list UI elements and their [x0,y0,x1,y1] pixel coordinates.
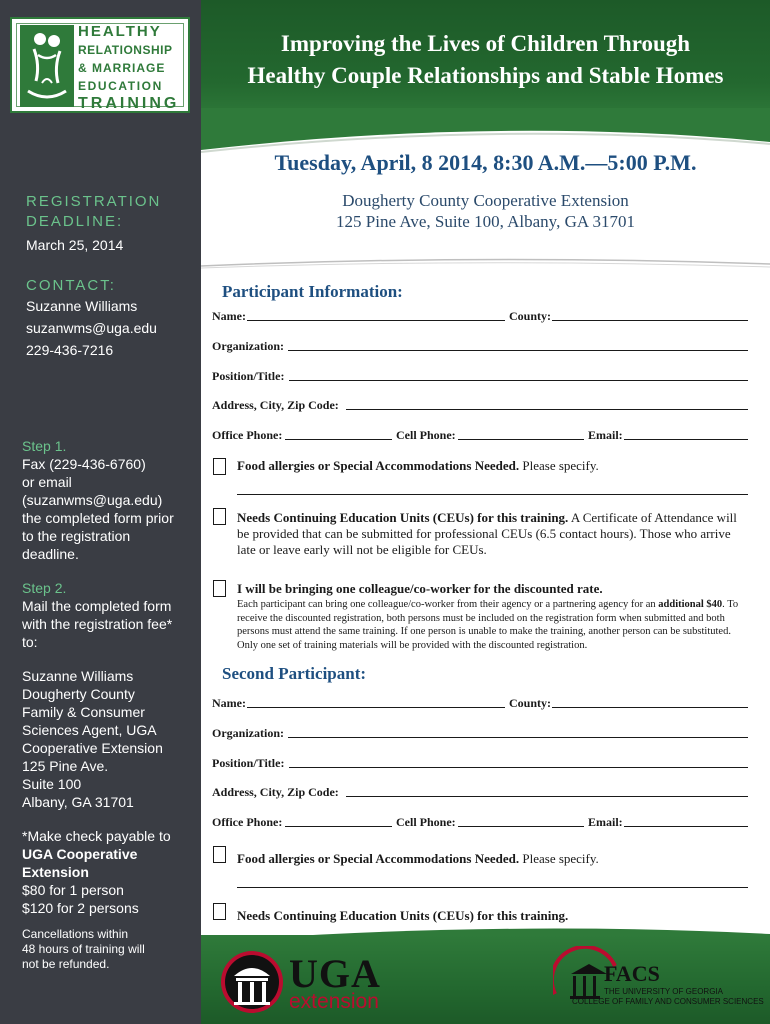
logo-text [78,23,186,113]
mail-line: Albany, GA 31701 [22,794,134,810]
second-name-label: Name: [212,696,246,710]
event-location-address: 125 Pine Ave, Suite 100, Albany, GA 31701 [336,212,635,231]
second-position-field[interactable] [289,767,748,768]
allergy-text [237,458,749,474]
ceu-bold: Needs Continuing Education Units (CEUs) for this training. [237,510,569,525]
name-label: Name: [212,309,246,323]
colleague-bold: I will be bringing one colleague/co-worker for the discounted rate. [237,581,603,596]
name-field[interactable] [247,320,505,321]
step1-line: to the registration [22,528,131,544]
office-phone-field[interactable] [285,439,392,440]
step2-line: with the registration fee* [22,616,173,632]
sidebar [0,0,201,1024]
mail-line: Cooperative Extension [22,740,163,756]
position-label: Position/Title: [212,369,285,383]
second-county-field[interactable] [552,707,748,708]
contact-phone: 229-436-7216 [26,342,114,358]
check-payable-org-2: Extension [22,864,89,880]
second-email-field[interactable] [624,826,748,827]
fee-one-person: $80 for 1 person [22,882,124,898]
email-label: Email: [588,428,623,442]
address-field[interactable] [346,409,748,410]
section-divider [201,256,770,270]
mail-line: Suzanne Williams [22,668,134,684]
event-location-name: Dougherty County Cooperative Extension [342,191,629,210]
step1-line: deadline. [22,546,79,562]
ceu-text [237,510,737,558]
allergy-rest: Please specify. [519,458,599,473]
registration-steps [22,437,194,972]
uga-extension-wordmark: extension [289,990,379,1013]
second-ceu-checkbox[interactable] [213,903,226,920]
second-participant-heading: Second Participant: [222,664,367,683]
couple-figure-icon [20,25,74,107]
second-organization-field[interactable] [288,737,748,738]
title-line-1: Improving the Lives of Children Through [280,31,691,56]
second-email-label: Email: [588,815,623,829]
cancel-line: 48 hours of training will [22,942,145,956]
facs-university: THE UNIVERSITY OF GEORGIA [604,987,723,996]
step2-line: Mail the completed form [22,598,172,614]
mail-line: Dougherty County [22,686,135,702]
allergy-checkbox[interactable] [213,458,226,475]
cancel-line: Cancellations within [22,927,129,941]
facs-wordmark: FACS [604,961,660,986]
mail-line: Suite 100 [22,776,82,792]
allergy-specify-field[interactable] [237,494,748,495]
second-allergy-checkbox[interactable] [213,846,226,863]
position-field[interactable] [289,380,748,381]
cell-phone-field[interactable] [458,439,584,440]
second-name-field[interactable] [247,707,505,708]
logo-line-5: TRAINING [78,95,180,112]
second-address-field[interactable] [346,796,748,797]
second-position-label: Position/Title: [212,756,285,770]
mail-line: 125 Pine Ave. [22,758,109,774]
participant-heading: Participant Information: [222,282,403,301]
page-title [201,28,770,92]
colleague-text-bold: additional $40 [658,599,723,610]
check-payable-org: UGA Cooperative [22,846,138,862]
step1-heading: Step 1. [22,438,67,454]
second-allergy-specify-field[interactable] [237,887,748,888]
second-office-phone-field[interactable] [285,826,392,827]
deadline-date: March 25, 2014 [26,237,124,253]
title-line-2: Healthy Couple Relationships and Stable Homes [247,63,724,88]
step1-line: Fax (229-436-6760) [22,456,146,472]
cell-phone-label: Cell Phone: [396,428,456,442]
contact-name: Suzanne Williams [26,298,138,314]
fee-two-persons: $120 for 2 persons [22,900,139,916]
contact-email: suzanwms@uga.edu [26,320,157,336]
step2-line: to: [22,634,38,650]
second-organization-label: Organization: [212,726,284,740]
second-address-label: Address, City, Zip Code: [212,785,339,799]
check-payable-line: *Make check payable to [22,828,171,844]
second-ceu-bold: Needs Continuing Education Units (CEUs) for this training. [237,908,569,923]
colleague-text [237,598,747,652]
address-label: Address, City, Zip Code: [212,398,339,412]
uga-wordmark: UGA [289,951,381,996]
second-allergy-text [237,851,749,867]
step1-line: or email [22,474,72,490]
ceu-checkbox[interactable] [213,508,226,525]
organization-label: Organization: [212,339,284,353]
event-date: Tuesday, April, 8 2014, 8:30 A.M.—5:00 P.M. [274,150,697,175]
deadline-heading-2: DEADLINE: [26,213,124,230]
mail-line: Sciences Agent, UGA [22,722,157,738]
office-phone-label: Office Phone: [212,428,283,442]
cancel-line: not be refunded. [22,957,110,971]
county-label: County: [509,309,552,323]
county-field[interactable] [552,320,748,321]
facs-college: COLLEGE OF FAMILY AND CONSUMER SCIENCES [572,997,764,1006]
allergy-bold: Food allergies or Special Accommodations Needed. [237,458,520,473]
logo-line-1: HEALTHY [78,23,162,40]
email-field[interactable] [624,439,748,440]
second-cell-phone-label: Cell Phone: [396,815,456,829]
second-office-phone-label: Office Phone: [212,815,283,829]
step1-line: (suzanwms@uga.edu) [22,492,163,508]
step1-line: the completed form prior [22,510,174,526]
colleague-text-1: Each participant can bring one colleague/co-worker from their agency or a partnering agency for an [237,599,659,610]
logo-line-3: & MARRIAGE [78,61,166,75]
logo-line-2: RELATIONSHIP [78,43,173,57]
second-allergy-rest: Please specify. [519,851,599,866]
ceu-rest: A Certificate of Attendance will be provided that can be submitted for professional CEUs (6.5 contact hours). Those who arrive late or leave early will not be eligible for CEUs. [237,510,737,557]
organization-field[interactable] [288,350,748,351]
mail-line: Family & Consumer [22,704,145,720]
deadline-heading-1: REGISTRATION [26,193,162,210]
step2-heading: Step 2. [22,580,67,596]
contact-heading: CONTACT: [26,277,116,294]
second-county-label: County: [509,696,552,710]
colleague-checkbox[interactable] [213,580,226,597]
logo-line-4: EDUCATION [78,79,163,93]
colleague-heading [237,581,749,597]
colleague-text-2: . To receive the discounted registration, both persons must be included on the registration form when submitted and both persons must attend the same training. If one person is unable to make the training, another person can be substituted. Only one set of training materials will be provided with the discounted registration. [237,599,739,651]
hrmet-logo [10,17,190,113]
second-allergy-bold: Food allergies or Special Accommodations Needed. [237,851,520,866]
second-cell-phone-field[interactable] [458,826,584,827]
